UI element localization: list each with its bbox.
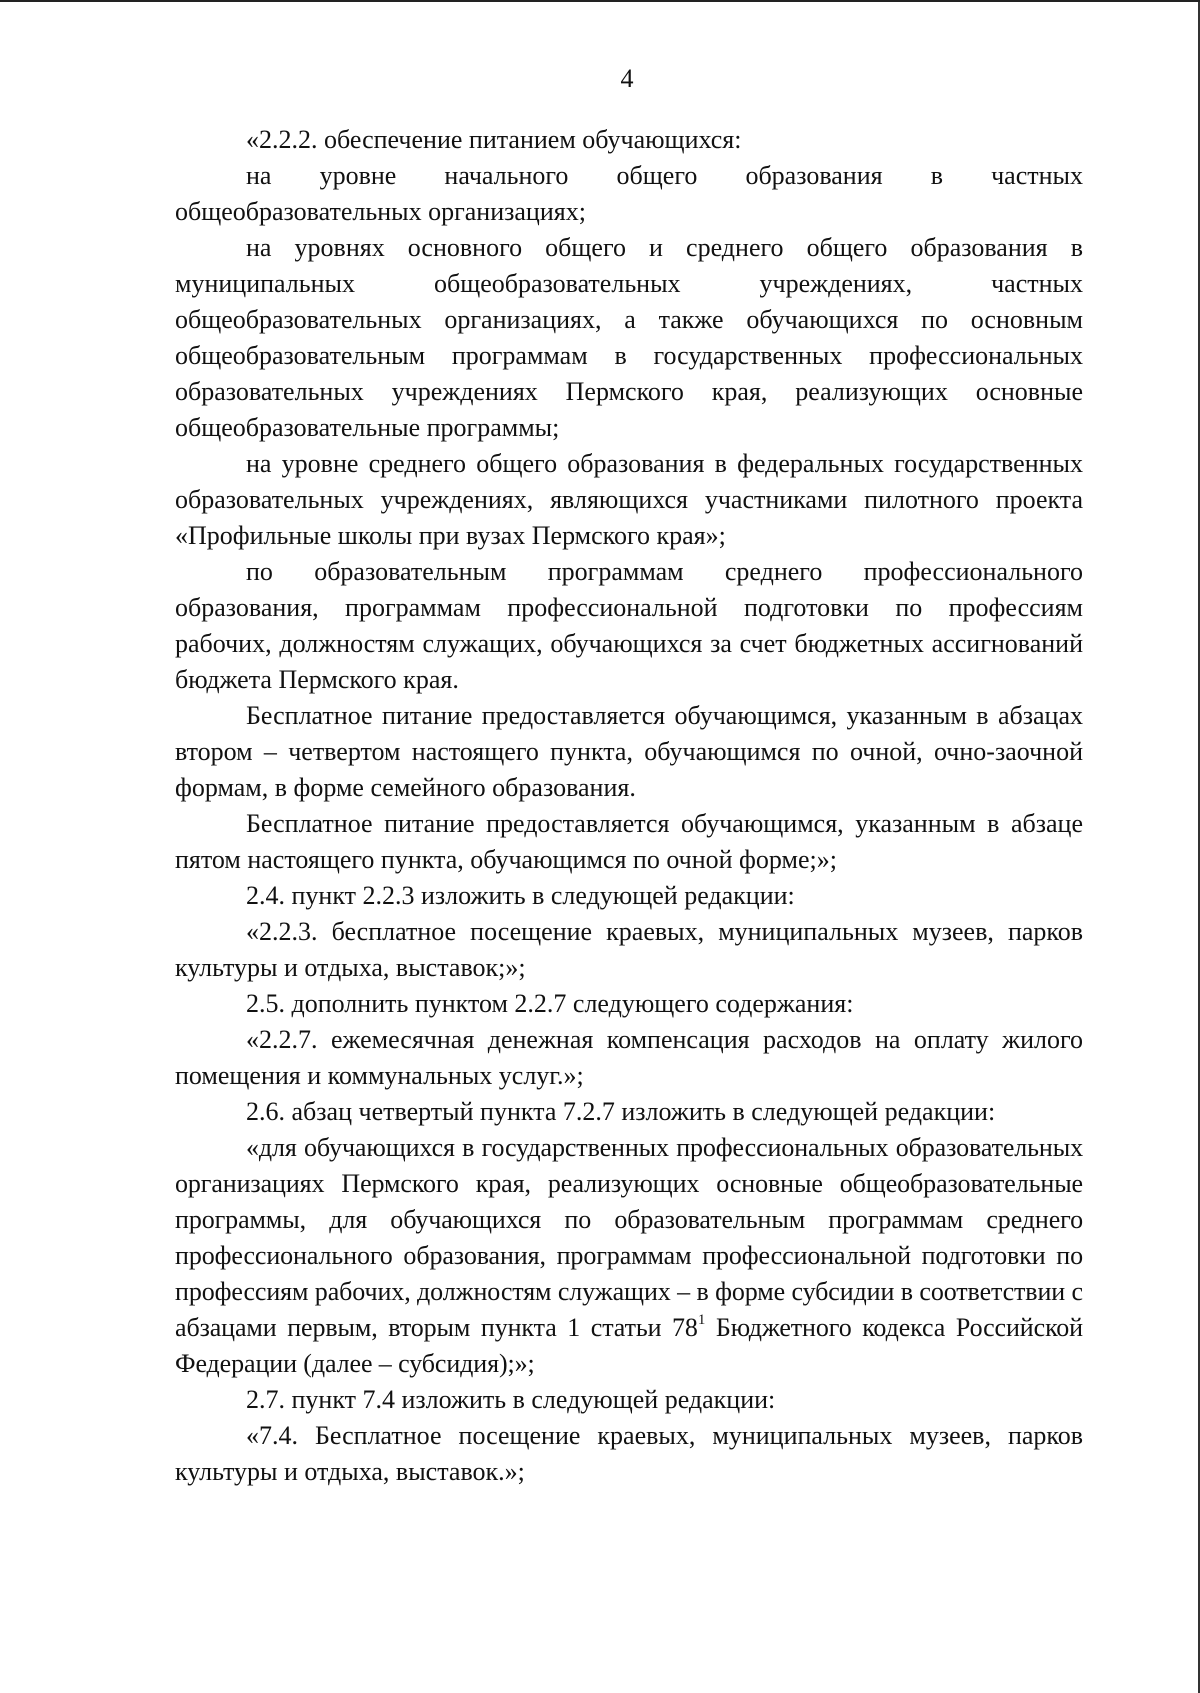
paragraph-vocational-programs: по образовательным программам среднего профессионального образования, программам профессиональной подготовки по профессиям рабочих, должностям служащих, обучающихся за счет бюджетных ассигнований бюджета Пермского края. (175, 557, 1083, 694)
paragraph-2-7: 2.7. пункт 7.4 изложить в следующей редакции: (246, 1385, 776, 1414)
paragraph-2-2-2-heading: «2.2.2. обеспечение питанием обучающихся: (246, 125, 742, 154)
paragraph-free-meals-2: Бесплатное питание предоставляется обучающимся, указанным в абзаце пятом настоящего пункта, обучающимся по очной форме;»; (175, 809, 1083, 874)
paragraph-2-4: 2.4. пункт 2.2.3 изложить в следующей редакции: (246, 881, 795, 910)
paragraph-7-2-7-text-main: «для обучающихся в государственных профессиональных образовательных организациях Пермского края, реализующих основные общеобразовательные программы, для обучающихся по образовательным программам среднего профессионального образования, программам профессиональной подготовки по профессиям рабочих, должностям служащих – в форме субсидии в соответствии с абзацами первым, вторым пункта 1 статьи 78 (175, 1133, 1083, 1342)
article-superscript: 1 (697, 1312, 706, 1328)
paragraph-7-4: «7.4. Бесплатное посещение краевых, муниципальных музеев, парков культуры и отдыха, выставок.»; (175, 1421, 1083, 1486)
paragraph-federal-institutions: на уровне среднего общего образования в федеральных государственных образовательных учреждениях, являющихся участниками пилотного проекта «Профильные школы при вузах Пермского края»; (175, 449, 1083, 550)
paragraph-2-6: 2.6. абзац четвертый пункта 7.2.7 изложить в следующей редакции: (246, 1097, 996, 1126)
paragraph-2-2-7: «2.2.7. ежемесячная денежная компенсация расходов на оплату жилого помещения и коммунальных услуг.»; (175, 1025, 1083, 1090)
paragraph-free-meals-1: Бесплатное питание предоставляется обучающимся, указанным в абзацах втором – четвертом настоящего пункта, обучающимся по очной, очно-заочной формам, в форме семейного образования. (175, 701, 1083, 802)
paragraph-7-2-7-text-tail: Бюджетного кодекса Российской Федерации (далее – субсидия);»; (175, 1313, 1083, 1378)
paragraph-basic-secondary-level: на уровнях основного общего и среднего общего образования в муниципальных общеобразовательных учреждениях, частных общеобразовательных организациях, а также обучающихся по основным общеобразовательным программам в государственных профессиональных образовательных учреждениях Пермского края, реализующих основные общеобразовательные программы; (175, 233, 1083, 442)
document-body (175, 122, 1083, 1490)
paragraph-7-2-7-text (175, 1130, 1083, 1382)
paragraph-2-2-3: «2.2.3. бесплатное посещение краевых, муниципальных музеев, парков культуры и отдыха, выставок;»; (175, 917, 1083, 982)
paragraph-primary-level: на уровне начального общего образования в частных общеобразовательных организациях; (175, 161, 1083, 226)
page-number: 4 (620, 64, 634, 93)
paragraph-2-5: 2.5. дополнить пунктом 2.2.7 следующего содержания: (246, 989, 854, 1018)
